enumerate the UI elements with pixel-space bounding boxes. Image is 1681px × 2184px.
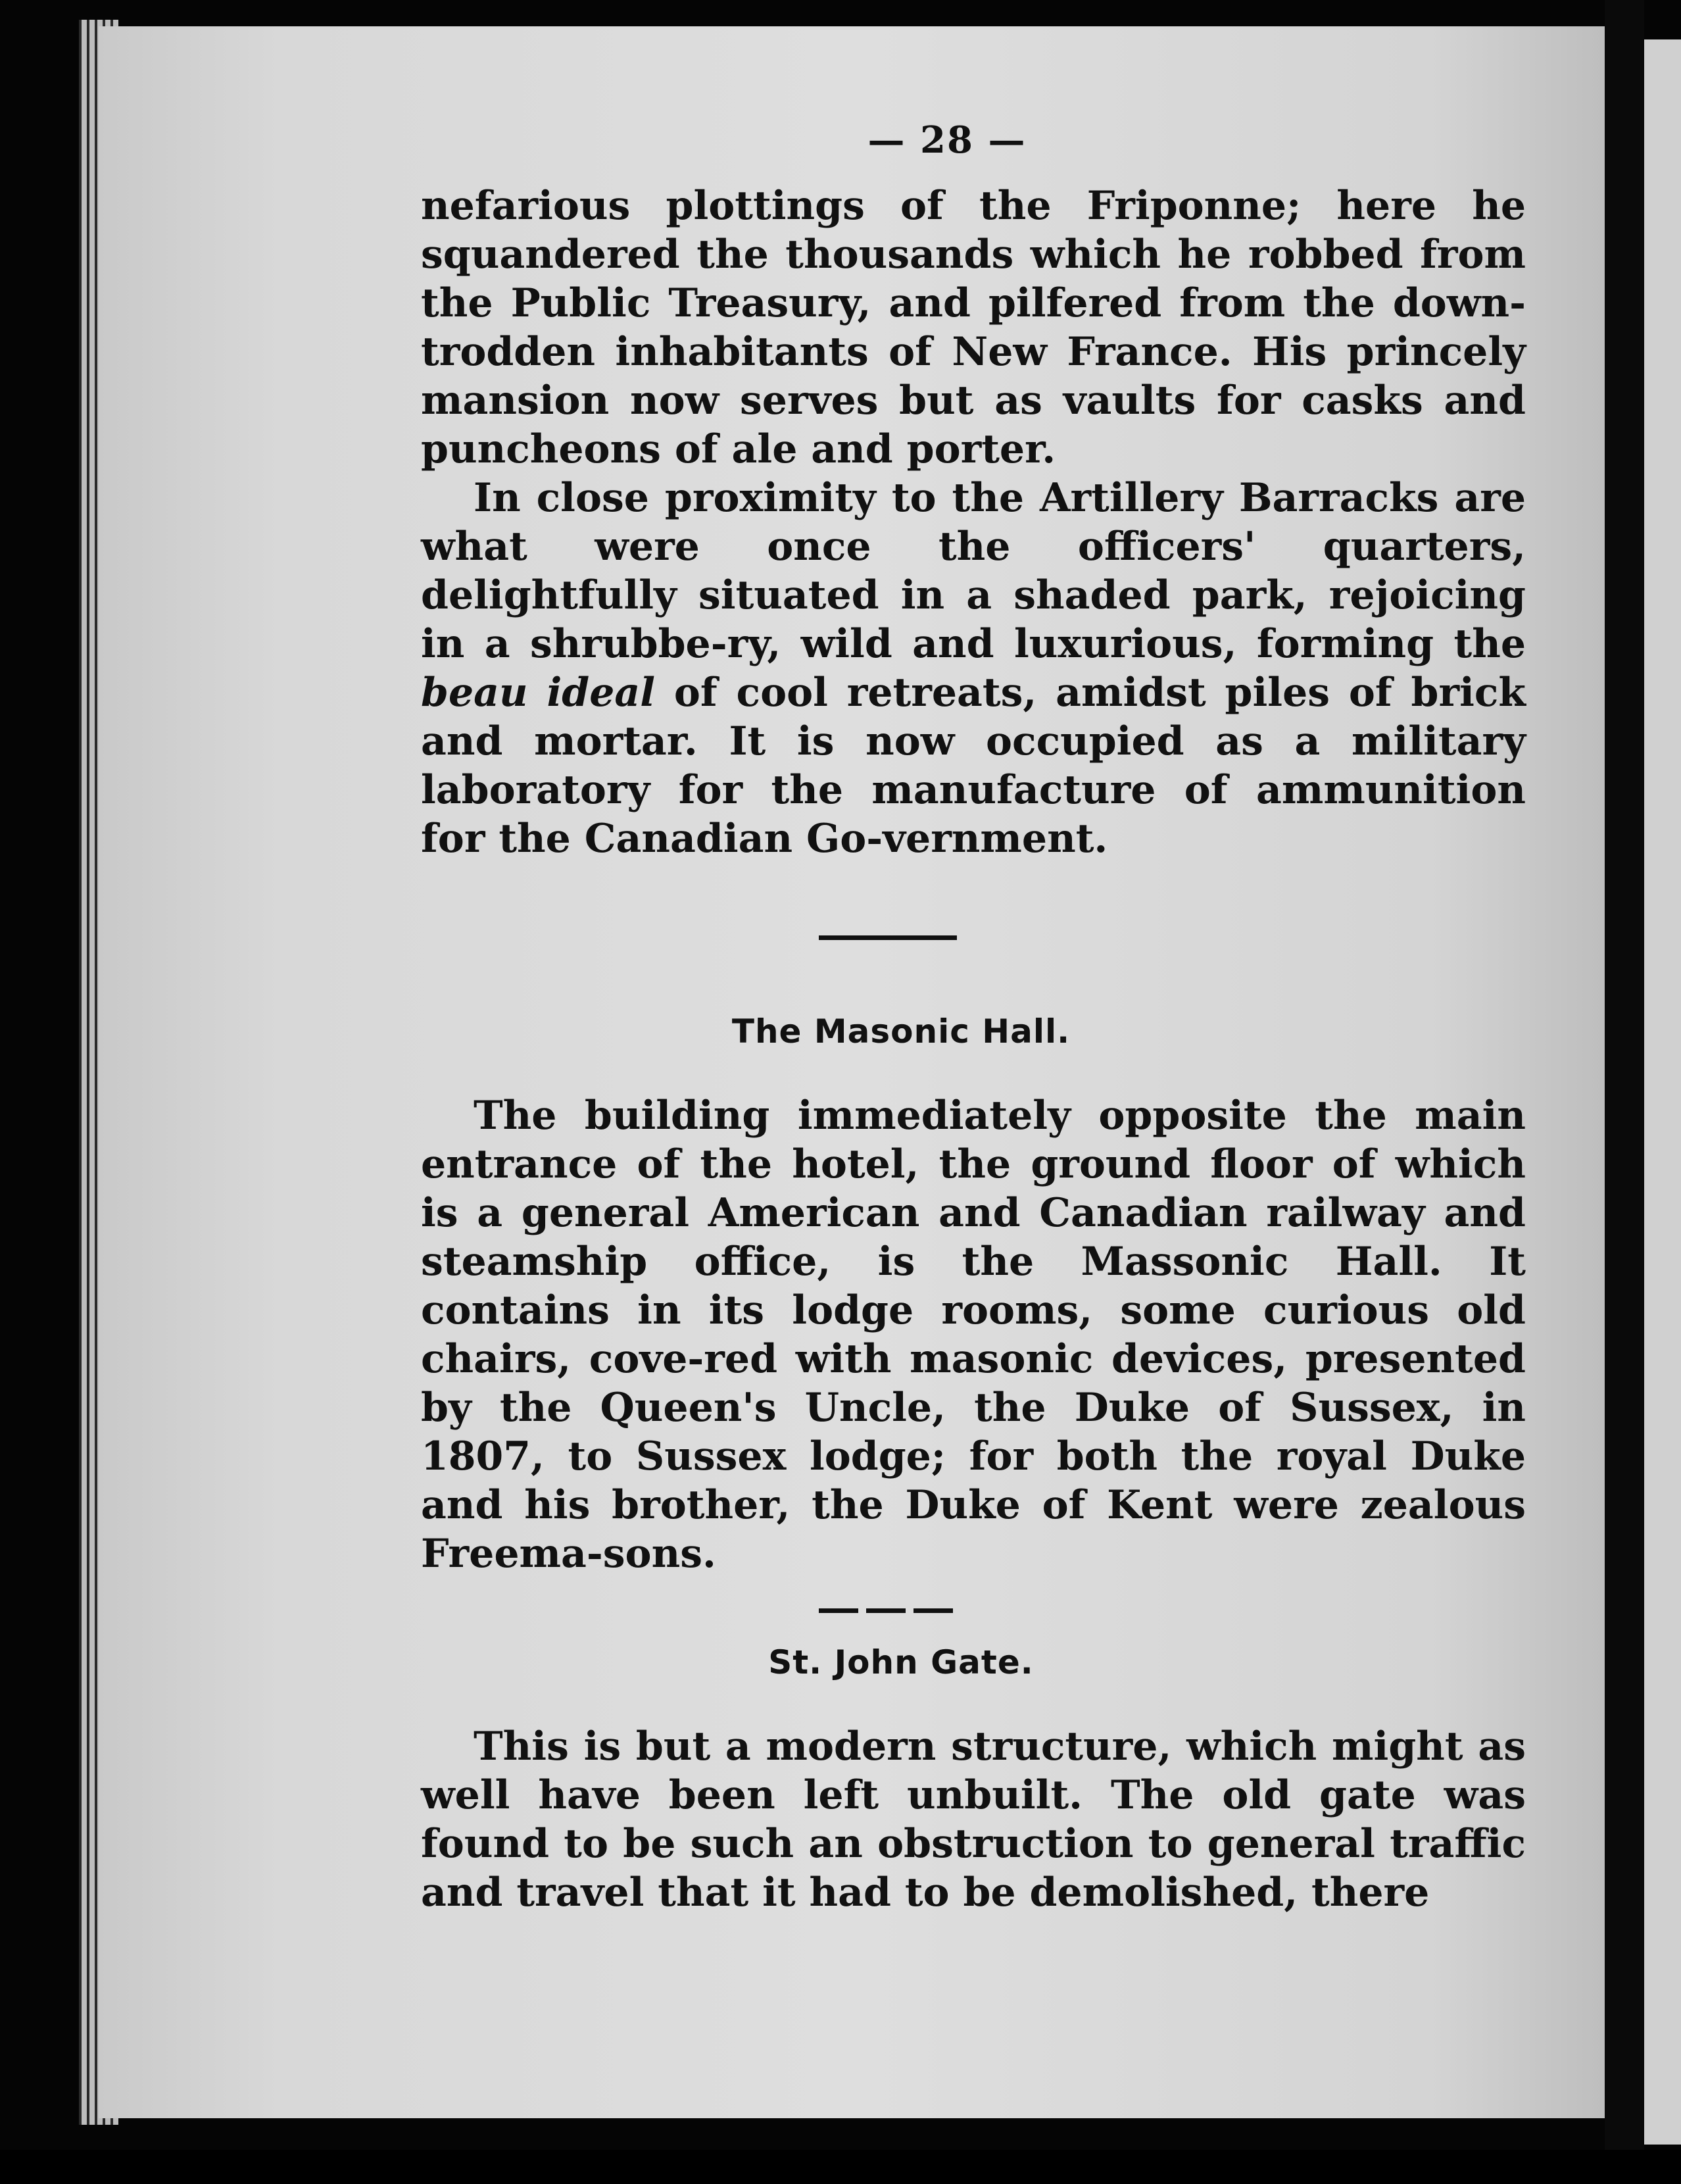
italic-phrase: beau ideal <box>421 670 656 716</box>
section-divider <box>819 935 957 940</box>
section-divider <box>819 1608 957 1613</box>
page-content <box>421 118 1526 1917</box>
section-heading-masonic-hall: The Masonic Hall. <box>731 1012 1071 1051</box>
paragraph-friponne: nefarious plottings of the Friponne; here he squandered the thousands which he robbed from the Public Treasury, and pilfered from the down-trodden inhabitants of New France. His princely mansion now serves but as vaults for casks and puncheons of ale and porter. <box>421 183 1526 472</box>
section-heading-st-john-gate: St. John Gate. <box>768 1643 1034 1681</box>
book-gutter <box>1605 0 1644 2184</box>
paragraph-officers-quarters <box>421 474 1526 863</box>
paragraph-text: of cool retreats, amidst piles of brick and mortar. It is now occupied as a military laboratory for the manufacture of ammunition for the Canadian Go-vernment. <box>421 670 1526 862</box>
scan-bottom-border <box>0 2150 1681 2184</box>
page-number: — 28 — <box>867 118 1027 162</box>
paragraph-st-john-gate: This is but a modern structure, which might as well have been left unbuilt. The old gate was found to be such an obstruction to general traffic and travel that it had to be demolished, there <box>421 1724 1526 1916</box>
paragraph-masonic-hall: The building immediately opposite the main entrance of the hotel, the ground floor of which is a general American and Canadian railway and steamship office, is the Massonic Hall. It contains in its lodge rooms, some curious old chairs, cove-red with masonic devices, presented by the Queen's Uncle, the Duke of Sussex, in 1807, to Sussex lodge; for both the royal Duke and his brother, the Duke of Kent were zealous Freema-sons. <box>421 1093 1526 1577</box>
paragraph-text: In close proximity to the Artillery Barracks are what were once the officers' quarters, delightfully situated in a shaded park, rejoicing in a shrubbe-ry, wild and luxurious, forming the <box>421 475 1526 667</box>
facing-page-edge <box>1644 39 1681 2145</box>
